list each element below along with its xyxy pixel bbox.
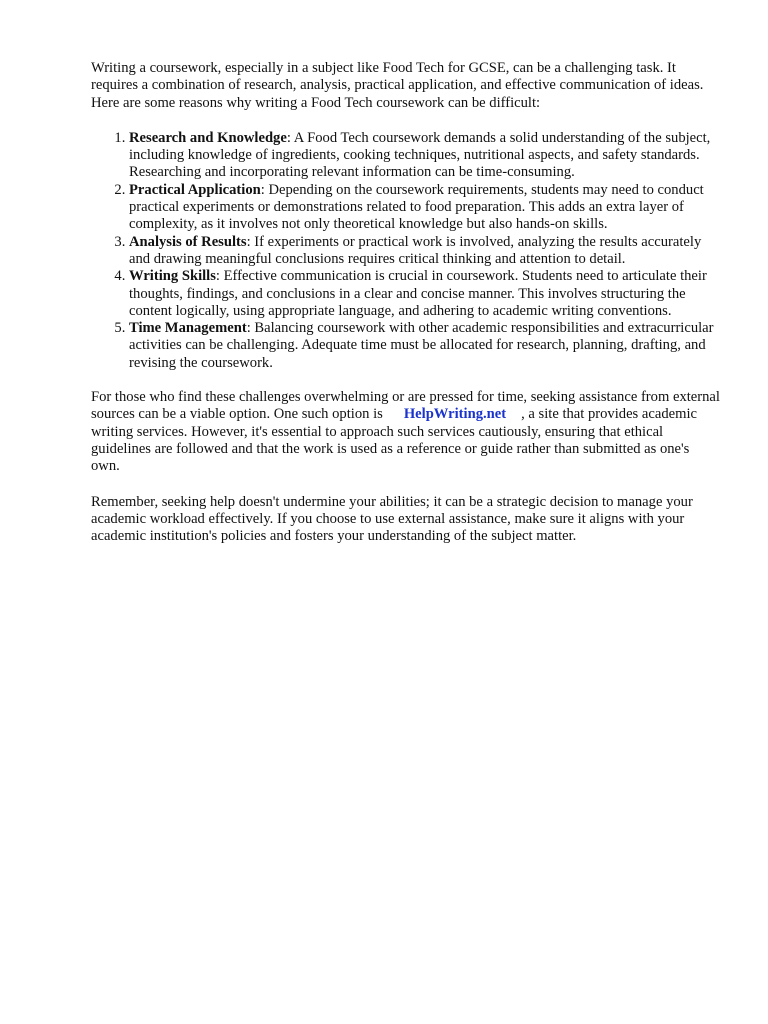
list-item-research: [129, 130, 721, 182]
term-time: Time Management: [129, 320, 247, 337]
item-text: Balancing coursework with other academic responsibilities and extracurricular activities can be challenging. Adequate time must be allocated for research, planning, drafting, and revising the coursework.: [129, 320, 714, 371]
intro-paragraph: Writing a coursework, especially in a subject like Food Tech for GCSE, can be a challenging task. It requires a combination of research, analysis, practical application, and effective communication of ideas. Here are some reasons why writing a Food Tech coursework can be difficult:: [91, 60, 704, 111]
term-writing: Writing Skills: [129, 268, 216, 285]
term-research: Research and Knowledge: [129, 129, 287, 146]
list-item-analysis: [129, 234, 721, 269]
term-separator: :: [215, 268, 220, 285]
helpwriting-link[interactable]: HelpWriting.net: [403, 406, 507, 423]
item-text: Effective communication is crucial in coursework. Students need to articulate their thoughts, findings, and conclusions in a clear and concise manner. This involves structuring the content logically, using appropriate language, and adhering to academic writing conventions.: [129, 268, 707, 319]
reasons-list: [91, 130, 721, 372]
assistance-paragraph: [91, 389, 721, 475]
term-separator: :: [246, 233, 251, 250]
term-separator: :: [286, 129, 291, 146]
term-separator: :: [246, 320, 251, 337]
list-item-time: [129, 320, 721, 372]
list-item-practical: [129, 182, 721, 234]
term-analysis: Analysis of Results: [129, 233, 247, 250]
item-text: If experiments or practical work is involved, analyzing the results accurately and drawing meaningful conclusions requires critical thinking and attention to detail.: [129, 233, 702, 267]
term-separator: :: [260, 181, 265, 198]
closing-paragraph: Remember, seeking help doesn't undermine your abilities; it can be a strategic decision to manage your academic workload effectively. If you choose to use external assistance, make sure it aligns with your academic institution's policies and fosters your understanding of the subject matter.: [91, 493, 693, 545]
term-practical: Practical Application: [129, 181, 261, 198]
list-item-writing: [129, 268, 721, 320]
assistance-text-before: For those who find these challenges overwhelming or are pressed for time, seeking assistance from external sources can be a viable option. One such option is: [91, 389, 720, 423]
document-page: [91, 60, 721, 563]
item-text: Depending on the coursework requirements, students may need to conduct practical experiments or demonstrations related to food preparation. This adds an extra layer of complexity, as it involves not only theoretical knowledge but also hands-on skills.: [129, 181, 704, 233]
assistance-text-after: , a site that provides academic writing services. However, it's essential to approach such services cautiously, ensuring that ethical guidelines are followed and that the work is used as a reference or guide rather than submitted as one's own.: [91, 406, 697, 475]
item-text: A Food Tech coursework demands a solid understanding of the subject, including knowledge of ingredients, cooking techniques, nutritional aspects, and safety standards. Researching and incorporating relevant information can be time-consuming.: [129, 129, 711, 181]
